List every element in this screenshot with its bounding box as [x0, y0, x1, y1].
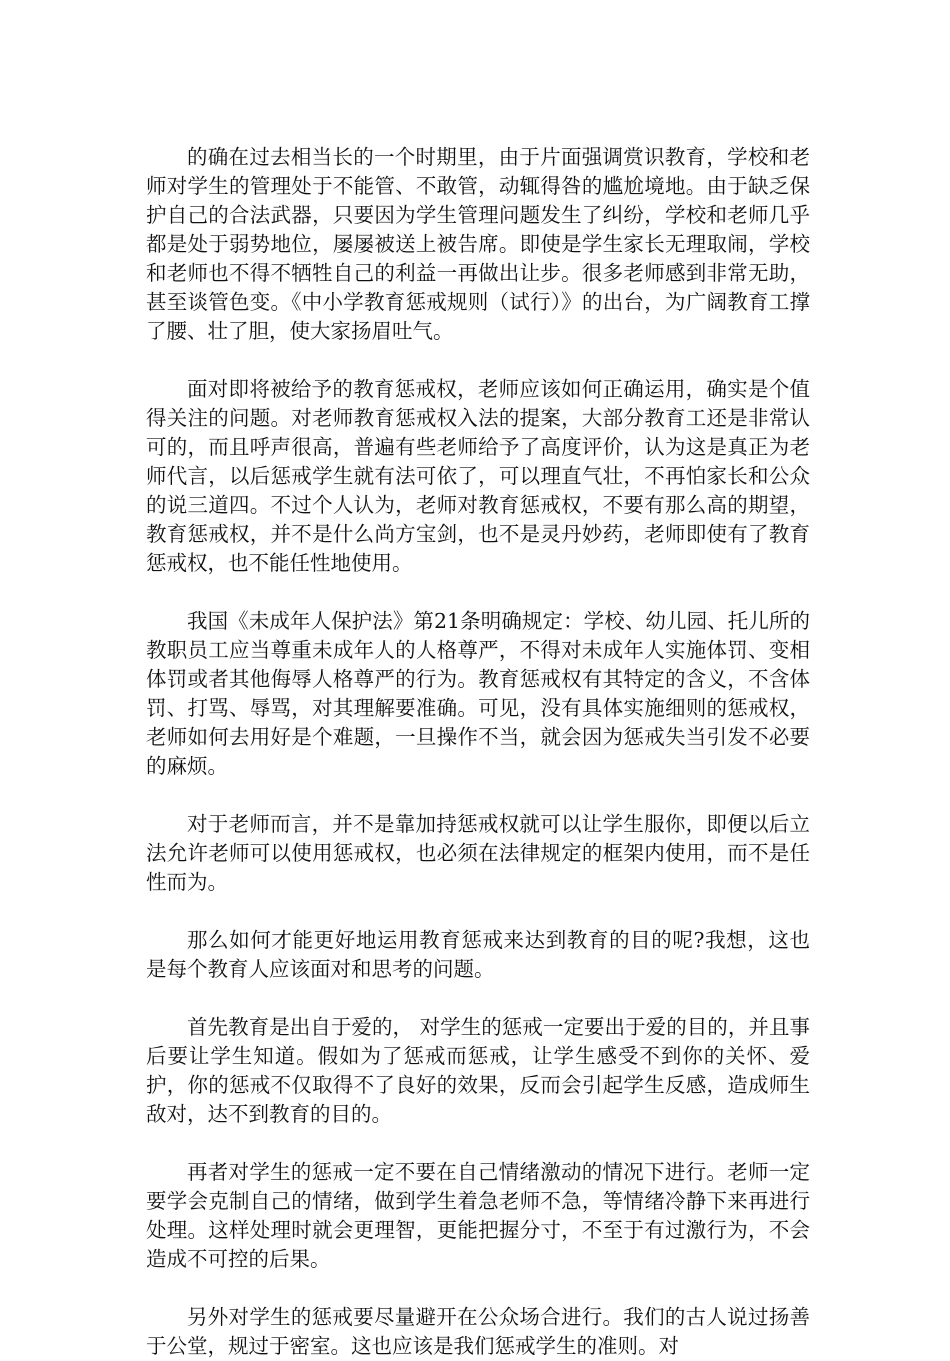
- paragraph-3: 我国《未成年人保护法》第21条明确规定：学校、幼儿园、托儿所的教职员工应当尊重未成年人的人格尊严，不得对未成年人实施体罚、变相体罚或者其他侮辱人格尊严的行为。教育惩戒权有其特定的含义，不含体罚、打骂、辱骂，对其理解要准确。可见，没有具体实施细则的惩戒权，老师如何去用好是个难题，一旦操作不当，就会因为惩戒失当引发不必要的麻烦。: [146, 609, 810, 778]
- paragraph-8: 另外对学生的惩戒要尽量避开在公众场合进行。我们的古人说过扬善于公堂，规过于密室。这也应该是我们惩戒学生的准则。对: [146, 1305, 810, 1358]
- paragraph-2: 面对即将被给予的教育惩戒权，老师应该如何正确运用，确实是个值得关注的问题。对老师教育惩戒权入法的提案，大部分教育工还是非常认可的，而且呼声很高，普遍有些老师给予了高度评价，认为这是真正为老师代言，以后惩戒学生就有法可依了，可以理直气壮，不再怕家长和公众的说三道四。不过个人认为，老师对教育惩戒权，不要有那么高的期望，教育惩戒权，并不是什么尚方宝剑，也不是灵丹妙药，老师即使有了教育惩戒权，也不能任性地使用。: [146, 377, 810, 575]
- paragraph-1: 的确在过去相当长的一个时期里，由于片面强调赏识教育，学校和老师对学生的管理处于不能管、不敢管，动辄得咎的尴尬境地。由于缺乏保护自己的合法武器，只要因为学生管理问题发生了纠纷，学校和老师几乎都是处于弱势地位，屡屡被送上被告席。即使是学生家长无理取闹，学校和老师也不得不牺牲自己的利益一再做出让步。很多老师感到非常无助，甚至谈管色变。《中小学教育惩戒规则（试行）》的出台，为广阔教育工撑了腰、壮了胆，使大家扬眉吐气。: [146, 145, 810, 343]
- paragraph-6: 首先教育是出自于爱的， 对学生的惩戒一定要出于爱的目的，并且事后要让学生知道。假如为了惩戒而惩戒，让学生感受不到你的关怀、爱护，你的惩戒不仅取得不了良好的效果，反而会引起学生反感，造成师生敌对，达不到教育的目的。: [146, 1015, 810, 1126]
- paragraph-4: 对于老师而言，并不是靠加持惩戒权就可以让学生服你，即便以后立法允许老师可以使用惩戒权，也必须在法律规定的框架内使用，而不是任性而为。: [146, 812, 810, 894]
- paragraph-7: 再者对学生的惩戒一定不要在自己情绪激动的情况下进行。老师一定要学会克制自己的情绪，做到学生着急老师不急，等情绪冷静下来再进行处理。这样处理时就会更理智，更能把握分寸，不至于有过激行为，不会造成不可控的后果。: [146, 1160, 810, 1271]
- paragraph-5: 那么如何才能更好地运用教育惩戒来达到教育的目的呢?我想，这也是每个教育人应该面对和思考的问题。: [146, 928, 810, 981]
- document-body: [146, 143, 810, 1361]
